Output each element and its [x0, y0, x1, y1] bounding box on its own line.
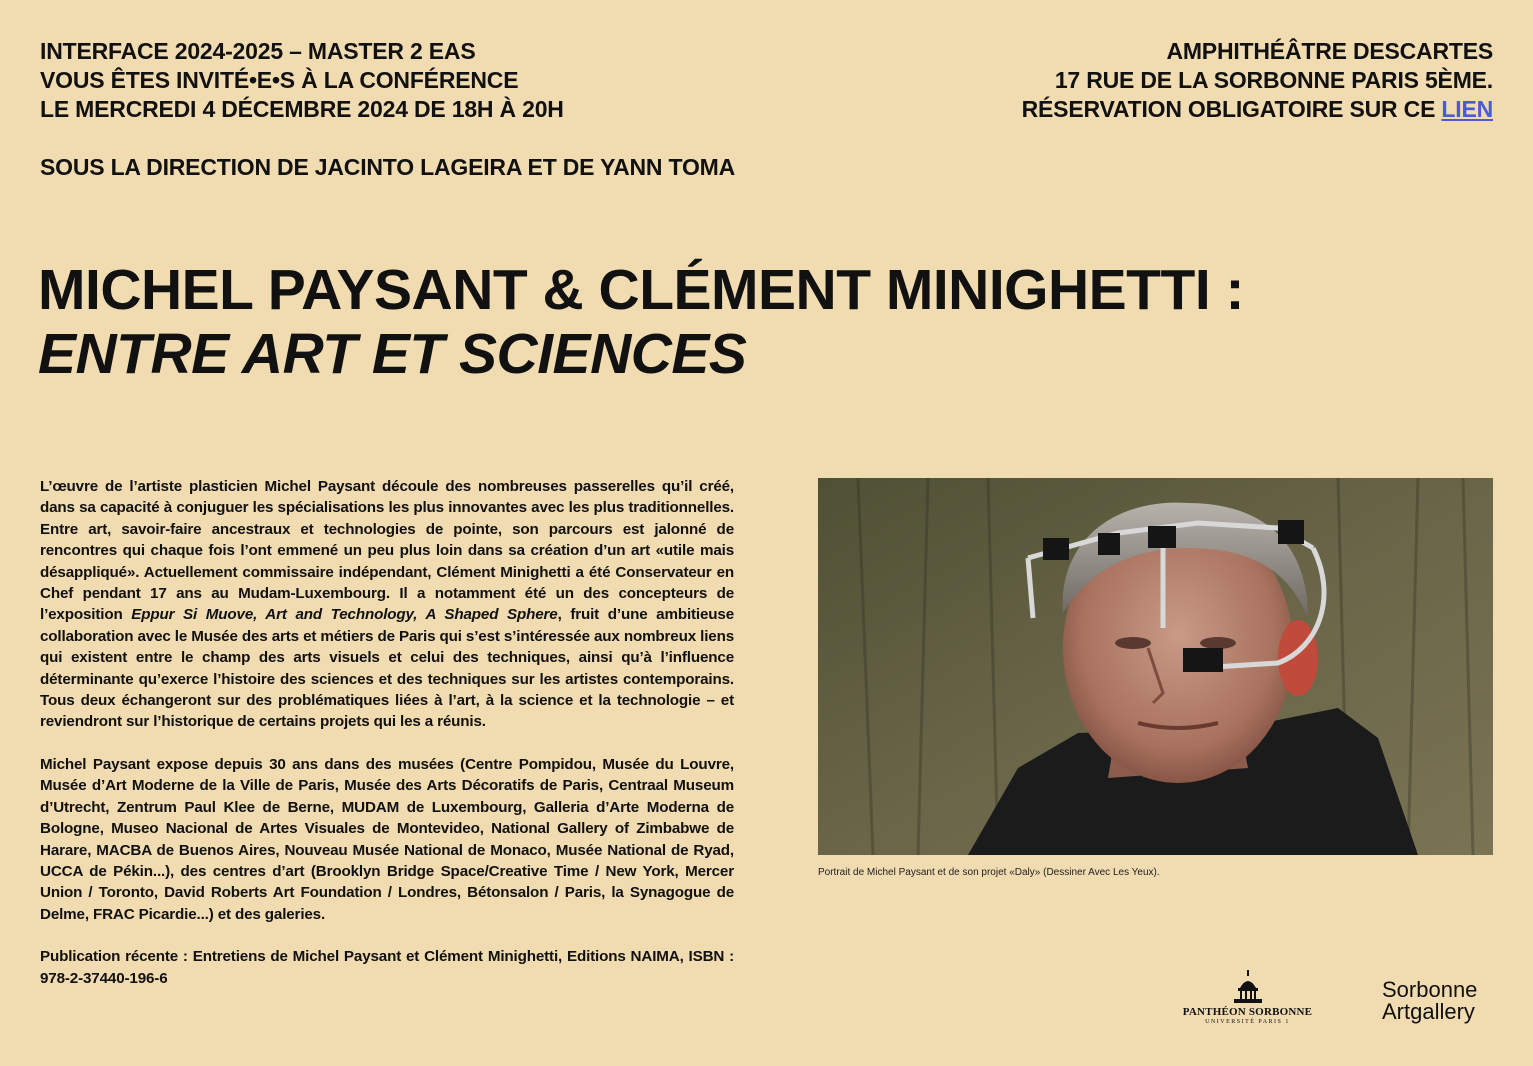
- date-line: LE MERCREDI 4 DÉCEMBRE 2024 DE 18H À 20H: [40, 96, 564, 122]
- reservation-text: RÉSERVATION OBLIGATOIRE SUR CE: [1021, 96, 1442, 122]
- artgallery-word: Artgallery: [1382, 999, 1475, 1024]
- invitation-line: VOUS ÊTES INVITÉ•E•S À LA CONFÉRENCE: [40, 67, 519, 93]
- conference-title: [38, 258, 1498, 386]
- reservation-line: [873, 95, 1493, 124]
- paragraph-1-end: , fruit d’une ambitieuse collaboration avec le Musée des arts et métiers de Paris qui s’est s’intéressée aux nombreux liens qui existent entre le champ des arts visuels et celui des techniques, ainsi qu’à l’influence déterminante qu’exerce l’histoire des sciences et des techniques sur les artistes contemporains. Tous deux échangeront sur des problématiques liées à l’art, à la science et la technologie – et reviendront sur l’historique de certains projets qui les a réunis.: [40, 606, 735, 731]
- venue-address: 17 RUE DE LA SORBONNE PARIS 5ÈME.: [1054, 67, 1493, 93]
- pantheon-subname: UNIVERSITÉ PARIS 1: [1205, 1019, 1290, 1025]
- description-text: [40, 476, 734, 1010]
- portrait-photo: [818, 478, 1493, 855]
- title-speakers: MICHEL PAYSANT & CLÉMENT MINIGHETTI :: [38, 258, 1244, 322]
- description-paragraph-1: [40, 476, 734, 733]
- pantheon-dome-icon: [1232, 970, 1264, 1004]
- reservation-link[interactable]: LIEN: [1441, 96, 1493, 122]
- pantheon-name: PANTHÉON SORBONNE: [1182, 1006, 1313, 1018]
- paragraph-1-start: L’œuvre de l’artiste plasticien Michel Paysant découle des nombreuses passerelles qu’il créé, dans sa capacité à conjuguer les spécialisations les plus innovantes avec les plus traditionnelles. Entre art, savoir-faire ancestraux et technologies de pointe, son parcours est jalonné de rencontres qui chaque fois l’ont emmené un peu plus loin dans sa création d’un art «utile mais désappliqué». Actuellement commissaire indépendant, Clément Minighetti a été Conservateur en Chef pendant 17 ans au Mudam-Luxembourg. Il a notamment été un des concepteurs de l’exposition: [40, 478, 734, 624]
- description-paragraph-2: Michel Paysant expose depuis 30 ans dans des musées (Centre Pompidou, Musée du Louvre, Musée d’Art Moderne de la Ville de Paris, Musée des Arts Décoratifs de Paris, Centraal Museum d’Utrecht, Zentrum Paul Klee de Berne, MUDAM de Luxembourg, Galleria d’Arte Moderna de Bologne, Museo Nacional de Artes Visuales de Montevideo, National Gallery of Zimbabwe de Harare, MACBA de Buenos Aires, Nouveau Musée National de Monaco, Musée National de Ryad, UCCA de Pékin...), des centres d’art (Brooklyn Bridge Space/Creative Time / New York, Mercer Union / Toronto, David Roberts Art Foundation / Londres, Bétonsalon / Paris, la Synagogue de Delme, FRAC Picardie...) et des galeries.: [40, 755, 734, 923]
- event-info-block: [40, 37, 860, 182]
- venue-info-block: [873, 37, 1493, 124]
- program-line: INTERFACE 2024-2025 – MASTER 2 EAS: [40, 38, 476, 64]
- venue-name: AMPHITHÉÂTRE DESCARTES: [1166, 38, 1493, 64]
- direction-line: SOUS LA DIRECTION DE JACINTO LAGEIRA ET DE YANN TOMA: [40, 154, 736, 180]
- sorbonne-artgallery-logo[interactable]: [1382, 979, 1477, 1023]
- pantheon-sorbonne-logo[interactable]: [1175, 970, 1320, 1030]
- title-subtitle: ENTRE ART ET SCIENCES: [38, 322, 747, 386]
- sorbonne-word: Sorbonne: [1382, 977, 1478, 1002]
- photo-caption: Portrait de Michel Paysant et de son projet «Daly» (Dessiner Avec Les Yeux).: [818, 867, 1160, 878]
- publication-paragraph: Publication récente : Entretiens de Michel Paysant et Clément Minighetti, Editions NAIMA, ISBN : 978-2-37440-196-6: [40, 948, 734, 987]
- exhibition-title: Eppur Si Muove, Art and Technology, A Shaped Sphere: [131, 606, 558, 624]
